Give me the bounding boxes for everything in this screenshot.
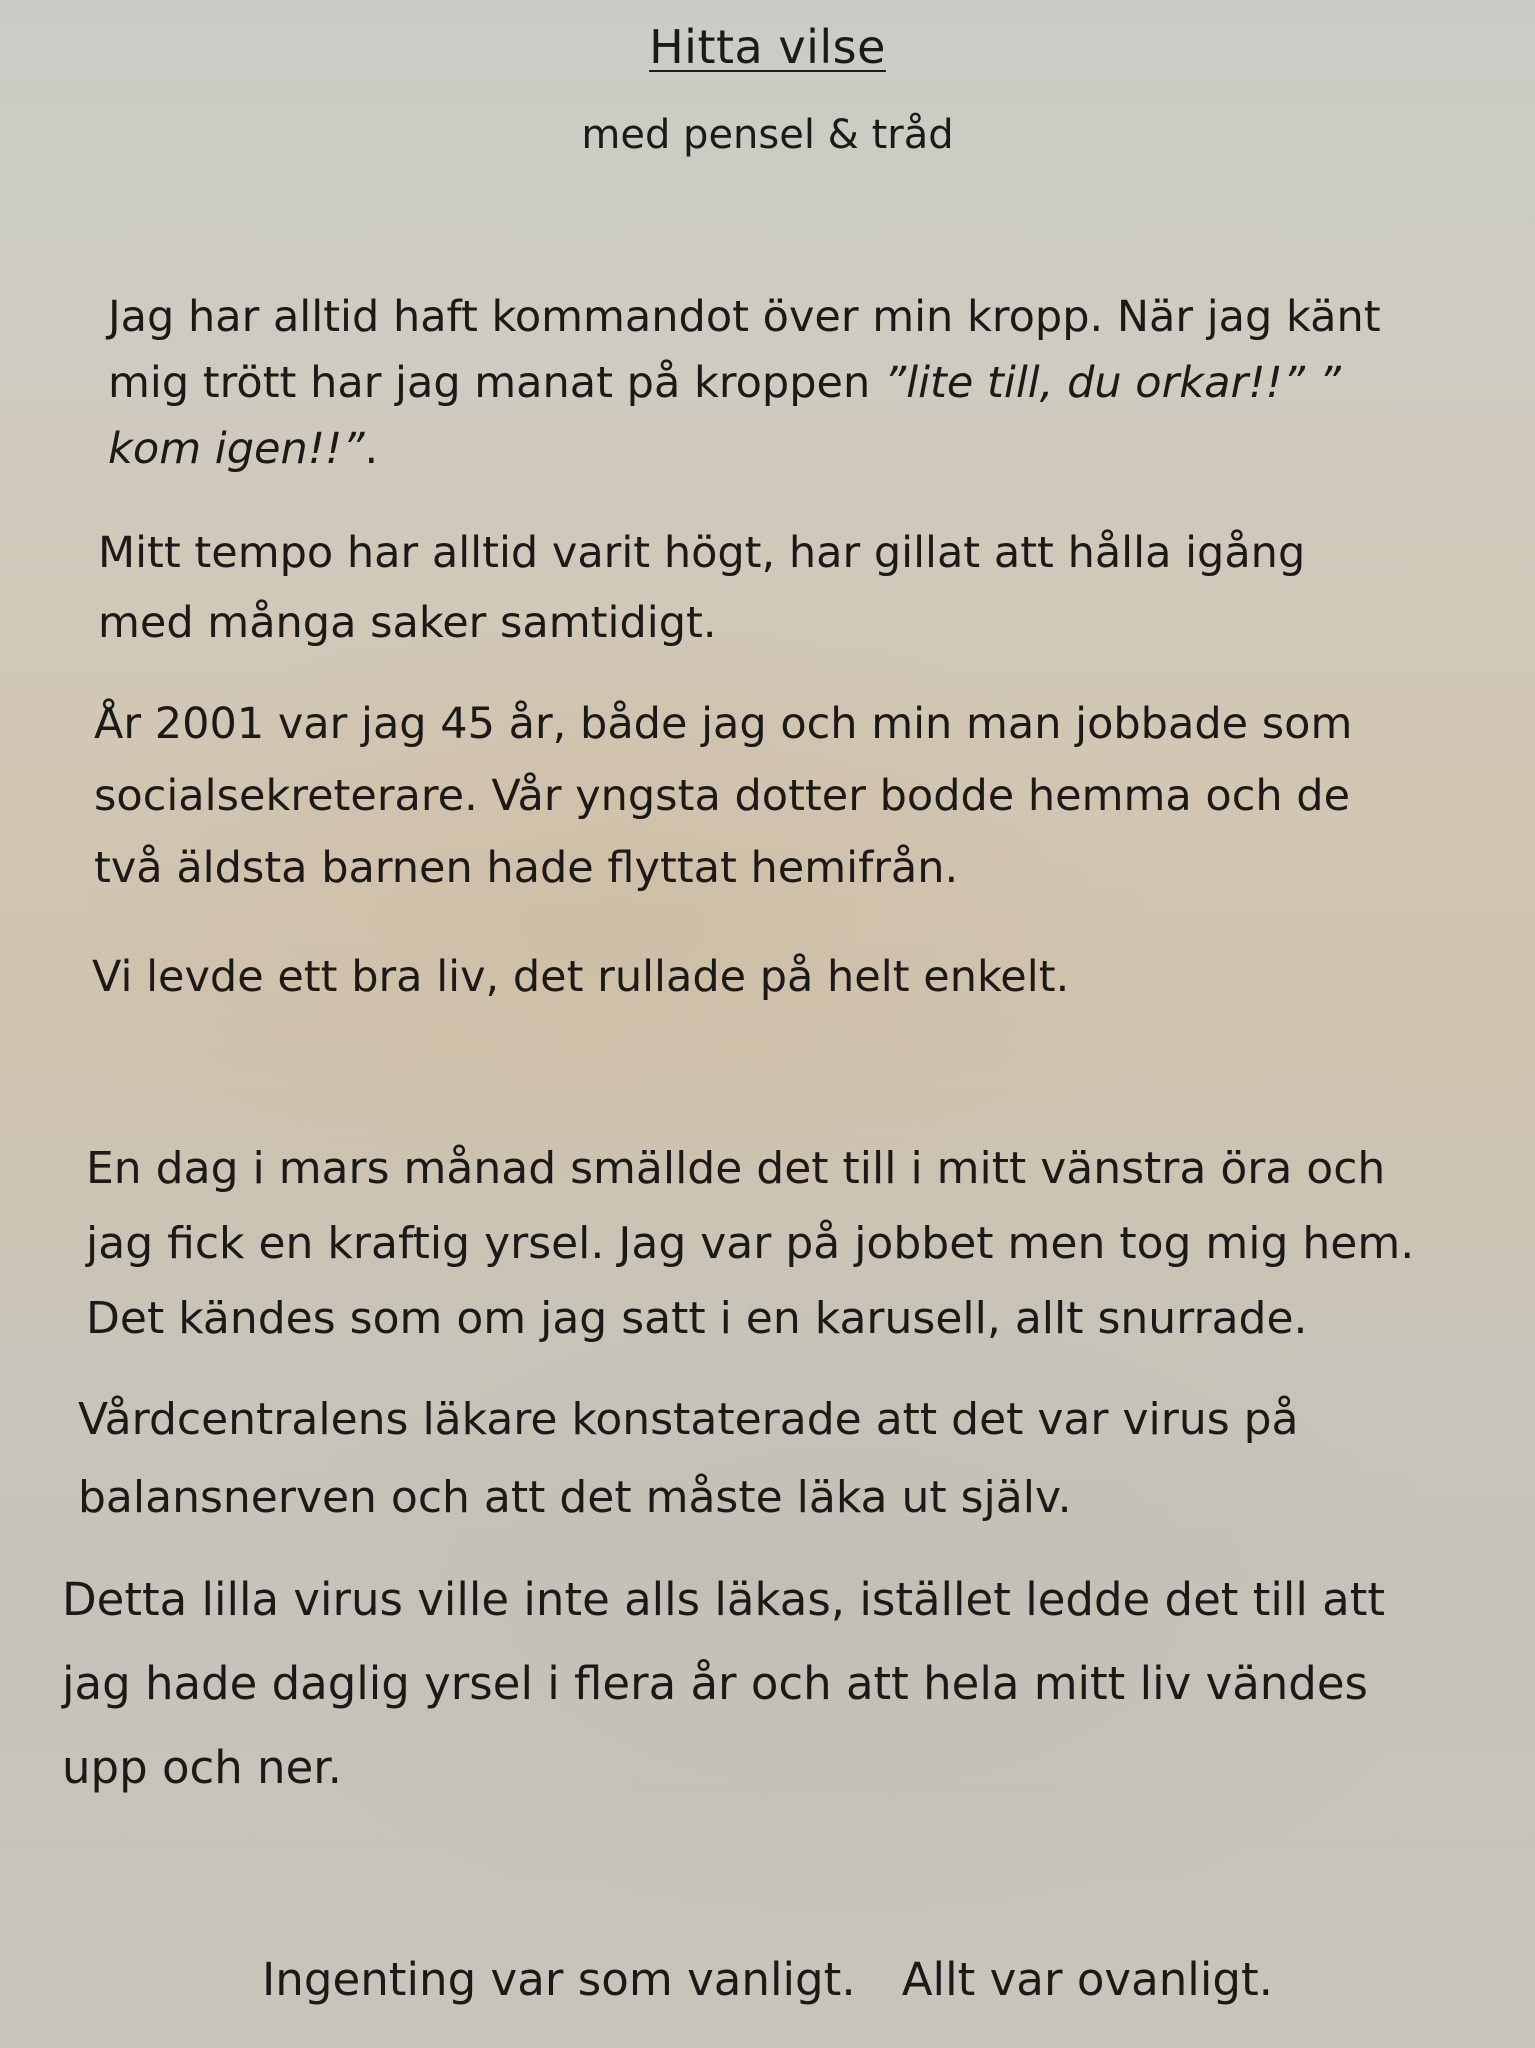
paragraph-6-line-1: Vårdcentralens läkare konstaterade att det var virus på xyxy=(78,1394,1299,1445)
paragraph-4-line-1: Vi levde ett bra liv, det rullade på helt enkelt. xyxy=(92,952,1070,1002)
paragraph-6 xyxy=(78,1394,1299,1554)
paragraph-1-line-2 xyxy=(108,358,1381,428)
paragraph-1-quote-end: kom igen!!” xyxy=(108,424,365,474)
closing-line-part-2: Allt var ovanligt. xyxy=(901,1953,1273,2006)
paragraph-7-line-3: upp och ner. xyxy=(62,1741,342,1794)
paragraph-4 xyxy=(92,952,1070,1002)
paragraph-1-quote: ”lite till, du orkar!!” ” xyxy=(883,358,1341,408)
paragraph-3 xyxy=(94,699,1353,919)
paragraph-6-line-2: balansnerven och att det måste läka ut själv. xyxy=(78,1472,1072,1523)
paragraph-5 xyxy=(86,1143,1415,1372)
paragraph-5-line-3: Det kändes som om jag satt i en karusell, allt snurrade. xyxy=(86,1293,1308,1344)
paragraph-7 xyxy=(62,1573,1386,1829)
closing-line-part-1: Ingenting var som vanligt. xyxy=(261,1953,856,2006)
paragraph-1-line-2-text: mig trött har jag manat på kroppen xyxy=(108,358,884,408)
page-title: Hitta vilse xyxy=(649,20,886,74)
paragraph-2-line-2: med många saker samtidigt. xyxy=(98,598,717,648)
paragraph-5-line-1: En dag i mars månad smällde det till i mitt vänstra öra och xyxy=(86,1143,1386,1194)
paragraph-7-line-1: Detta lilla virus ville inte alls läkas, istället ledde det till att xyxy=(62,1573,1386,1626)
paragraph-1 xyxy=(108,292,1381,494)
paragraph-3-line-2: socialsekreterare. Vår yngsta dotter bodde hemma och de xyxy=(94,771,1351,821)
paragraph-3-line-3: två äldsta barnen hade flyttat hemifrån. xyxy=(94,843,959,893)
paragraph-1-period: . xyxy=(364,424,379,474)
paragraph-5-line-2: jag fick en kraftig yrsel. Jag var på jobbet men tog mig hem. xyxy=(86,1218,1415,1269)
closing-line xyxy=(0,1953,1535,2006)
paragraph-3-line-1: År 2001 var jag 45 år, både jag och min man jobbade som xyxy=(94,699,1353,749)
page-subtitle: med pensel & tråd xyxy=(581,112,954,158)
paragraph-2 xyxy=(98,528,1306,672)
paragraph-1-line-3 xyxy=(108,424,1381,494)
paragraph-1-line-1: Jag har alltid haft kommandot över min kropp. När jag känt xyxy=(108,292,1381,342)
paragraph-7-line-2: jag hade daglig yrsel i flera år och att hela mitt liv vändes xyxy=(62,1657,1368,1710)
paragraph-2-line-1: Mitt tempo har alltid varit högt, har gillat att hålla igång xyxy=(98,528,1306,578)
